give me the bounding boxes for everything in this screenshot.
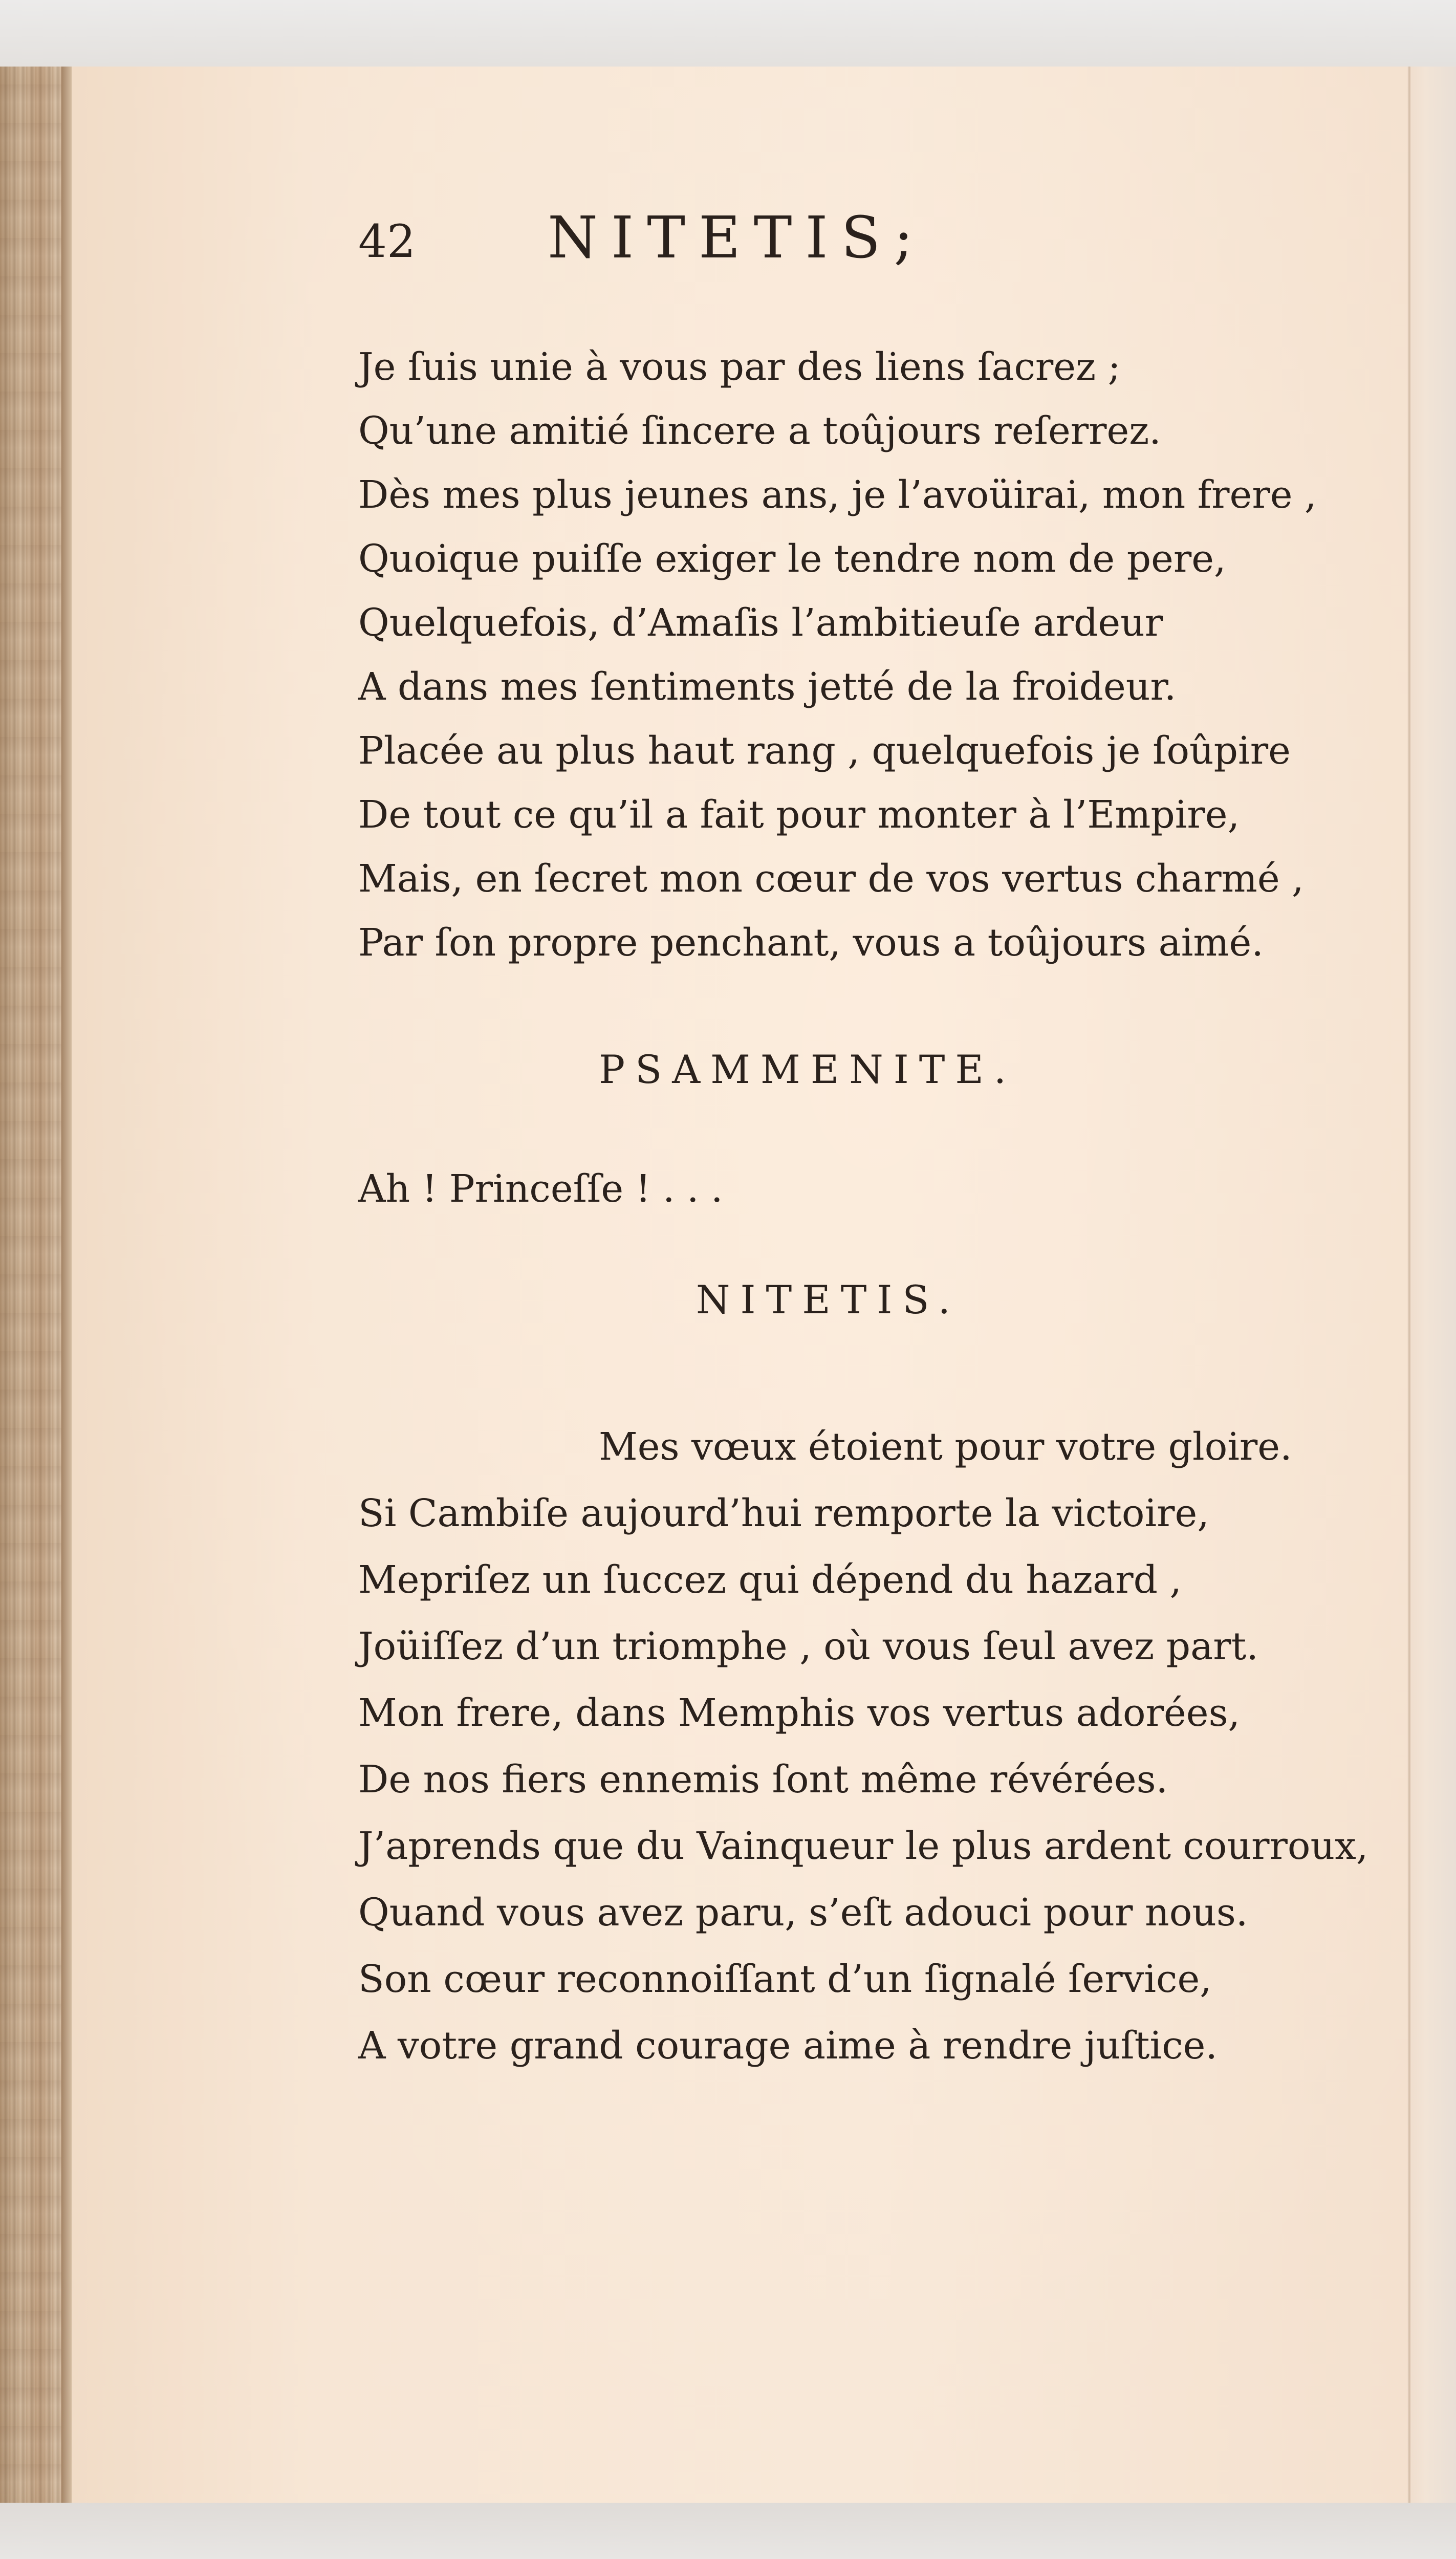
verse-line: Par ſon propre penchant, vous a toûjours aimé. <box>358 921 1264 965</box>
verse-line: De nos fiers ennemis ſont même révérées. <box>358 1758 1168 1802</box>
page-right-edge <box>1405 67 1456 2503</box>
verse-line: Dès mes plus jeunes ans, je l’avoüirai, mon frere , <box>358 473 1317 517</box>
verse-line: Je ſuis unie à vous par des liens ſacrez ; <box>358 345 1121 389</box>
scan-background-top <box>0 0 1456 72</box>
verse-line: A votre grand courage aime à rendre juſtice. <box>358 2024 1218 2068</box>
verse-line: Ah ! Princeſſe ! . . . <box>358 1167 723 1211</box>
verse-line: Quoique puiſſe exiger le tendre nom de pere, <box>358 537 1226 581</box>
spine-edge <box>61 67 73 2503</box>
book-page <box>72 67 1407 2503</box>
page-text <box>72 67 1407 2503</box>
verse-line: Si Cambiſe aujourd’hui remporte la victoire, <box>358 1491 1209 1535</box>
verse-line: Son cœur reconnoiſſant d’un ſignalé ſervice, <box>358 1957 1212 2001</box>
speaker-name: NITETIS. <box>696 1277 961 1322</box>
page-fold-line <box>1408 67 1410 2503</box>
verse-line: Mepriſez un ſuccez qui dépend du hazard , <box>358 1558 1182 1602</box>
verse-line: De tout ce qu’il a fait pour monter à l’Empire, <box>358 793 1240 837</box>
book-spine <box>0 67 72 2503</box>
scan-background-bottom <box>0 2498 1456 2559</box>
verse-line: J’aprends que du Vainqueur le plus ardent courroux, <box>358 1824 1368 1868</box>
speaker-name: PSAMMENITE. <box>599 1047 1017 1092</box>
verse-line: A dans mes ſentiments jetté de la froideur. <box>358 665 1177 709</box>
verse-line: Joüiſſez d’un triomphe , où vous ſeul avez part. <box>358 1624 1258 1668</box>
verse-line: Quand vous avez paru, s’eſt adouci pour nous. <box>358 1891 1248 1935</box>
page-number: 42 <box>358 215 416 268</box>
verse-line: Mes vœux étoient pour votre gloire. <box>599 1425 1292 1469</box>
verse-line: Placée au plus haut rang , quelquefois je ſoûpire <box>358 729 1291 773</box>
verse-line: Qu’une amitié ſincere a toûjours reſerrez. <box>358 409 1161 453</box>
verse-line: Mais, en ſecret mon cœur de vos vertus charmé , <box>358 857 1304 901</box>
verse-line: Mon frere, dans Memphis vos vertus adorées, <box>358 1691 1241 1735</box>
page-header <box>358 205 1228 292</box>
running-title: NITETIS; <box>548 205 927 271</box>
verse-line: Quelquefois, d’Amaſis l’ambitieuſe ardeur <box>358 601 1163 645</box>
